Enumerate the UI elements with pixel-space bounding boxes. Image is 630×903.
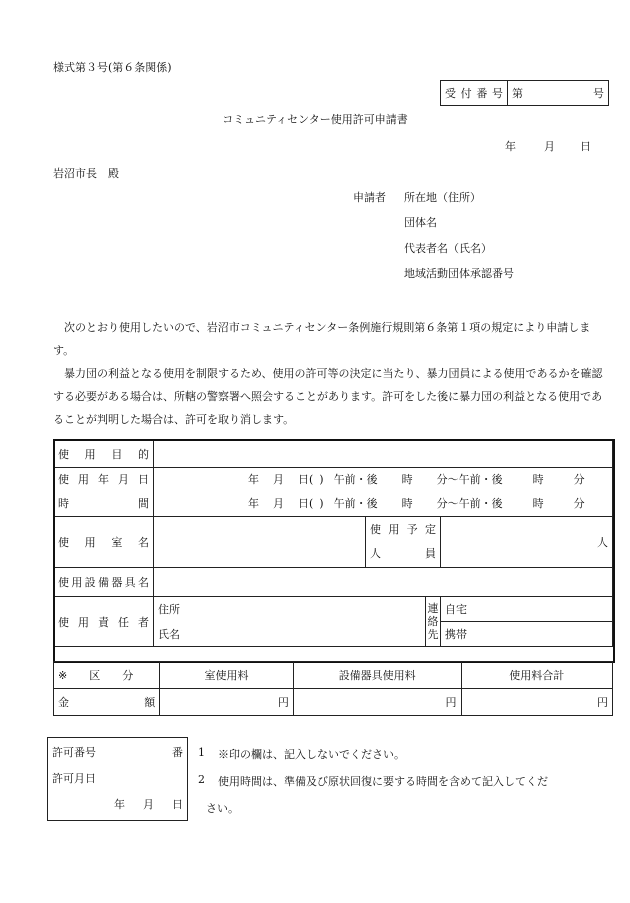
datetime-label-b: 時間	[58, 497, 149, 510]
people-label-a: 使用予定	[370, 523, 436, 536]
datetime-field[interactable]	[154, 468, 613, 517]
dt-year: 年	[248, 473, 259, 486]
equipment-label: 使用設備器具名	[54, 568, 154, 597]
people-field[interactable]	[441, 517, 613, 568]
people-label	[366, 517, 441, 568]
yen-unit: 円	[597, 696, 608, 709]
date-day: 日	[580, 140, 591, 153]
permit-box-cell	[48, 738, 188, 821]
receipt-prefix: 第	[512, 87, 523, 100]
mobile-phone-label: 携帯	[445, 628, 467, 641]
dt-month: 月	[273, 473, 284, 486]
receipt-number-box	[440, 80, 609, 106]
dt-minute-end: 分	[573, 497, 585, 510]
dt-month: 月	[273, 497, 284, 510]
permit-date-label: 許可月日	[52, 772, 96, 785]
dt-ampm-end: 分～午前・後	[436, 473, 503, 486]
note-1-number: 1	[198, 746, 205, 759]
permit-date-row	[52, 792, 183, 818]
dt-paren: )	[319, 497, 324, 510]
room-label: 使用室名	[54, 517, 154, 568]
responsible-name-label: 氏名	[158, 627, 180, 641]
dt-minute-end: 分	[573, 473, 585, 486]
dt-ampm-end: 分～午前・後	[436, 497, 503, 510]
note-2-line-1: 使用時間は、準備及び原状回復に要する時間を含めて記入してくだ	[218, 775, 548, 788]
body-paragraph-2: 暴力団の利益となる使用を制限するため、使用の許可等の決定に当たり、暴力団員による使用であるかを確認する必要がある場合は、所轄の警察署へ照会することがあります。許可をした後に暴力団の利益となる使用であることが判明した場合は、許可を取り消します。	[53, 367, 603, 426]
applicant-label: 申請者	[353, 191, 386, 204]
dt-day: 日(	[298, 497, 314, 510]
fee-category-header	[54, 662, 160, 689]
datetime-line-1	[248, 468, 608, 492]
purpose-label: 使用目的	[54, 441, 154, 468]
permit-number-row	[52, 740, 183, 766]
body-paragraph-1: 次のとおり使用したいので、岩沼市コミュニティセンター条例施行規則第６条第１項の規定により申請します。	[53, 321, 591, 357]
permit-number-suffix: 番	[172, 746, 183, 759]
date-month: 月	[544, 140, 555, 153]
room-fee-header: 室使用料	[160, 662, 294, 689]
receipt-number-field[interactable]	[508, 81, 609, 106]
applicant-address: 所在地（住所）	[404, 191, 481, 204]
equipment-fee-amount[interactable]	[293, 689, 461, 716]
permit-box	[47, 737, 188, 821]
dt-hour-start: 時	[401, 497, 413, 510]
receipt-suffix: 号	[593, 87, 604, 100]
datetime-line-2	[248, 492, 608, 516]
amount-label: 金額	[54, 689, 160, 716]
dt-ampm-start: 午前・後	[333, 497, 378, 510]
application-form-table	[53, 440, 613, 647]
fee-table	[53, 661, 613, 716]
dt-paren: )	[319, 473, 324, 486]
fee-category-label: 区分	[89, 669, 156, 682]
applicant-org: 団体名	[404, 216, 437, 229]
receipt-number-label: 受付番号	[441, 81, 508, 106]
date-year: 年	[505, 140, 516, 153]
purpose-field[interactable]	[154, 441, 613, 468]
fee-mark: ※	[58, 669, 68, 682]
dt-year: 年	[248, 497, 259, 510]
dt-hour-end: 時	[532, 497, 544, 510]
addressee: 岩沼市長 殿	[53, 167, 119, 180]
applicant-approval-number: 地域活動団体承認番号	[404, 267, 514, 280]
dt-ampm-start: 午前・後	[333, 473, 378, 486]
equipment-fee-header: 設備器具使用料	[293, 662, 461, 689]
mobile-phone-field[interactable]	[441, 622, 613, 647]
responsible-address-label: 住所	[158, 603, 180, 617]
total-fee-amount[interactable]	[461, 689, 613, 716]
yen-unit: 円	[445, 696, 457, 709]
document-title: コミュニティセンター使用許可申請書	[222, 113, 408, 126]
people-label-b: 人員	[370, 547, 436, 560]
permit-day: 日	[172, 798, 183, 811]
yen-unit: 円	[277, 696, 289, 709]
responsible-address-field[interactable]	[154, 597, 426, 622]
permit-year: 年	[114, 798, 125, 811]
dt-day: 日(	[298, 473, 314, 486]
responsible-label: 使用責任者	[54, 597, 154, 647]
room-field[interactable]	[154, 517, 366, 568]
note-2-number: 2	[198, 773, 205, 786]
note-1: ※印の欄は、記入しないでください。	[218, 748, 405, 761]
contact-label-text: 連絡先	[427, 602, 439, 641]
dt-hour-end: 時	[532, 473, 544, 486]
people-unit: 人	[597, 536, 608, 549]
form-number: 様式第３号(第６条関係)	[53, 61, 172, 74]
responsible-name-field[interactable]	[154, 622, 426, 647]
datetime-label	[54, 468, 154, 517]
permit-month: 月	[143, 798, 154, 811]
permit-number-label: 許可番号	[52, 746, 96, 759]
datetime-label-a: 使用年月日	[58, 473, 149, 486]
note-2-line-2: さい。	[206, 802, 239, 815]
applicant-representative: 代表者名（氏名）	[404, 242, 492, 255]
home-phone-field[interactable]	[441, 597, 613, 622]
contact-label	[426, 597, 441, 647]
home-phone-label: 自宅	[445, 603, 467, 616]
total-fee-header: 使用料合計	[461, 662, 613, 689]
room-fee-amount[interactable]	[160, 689, 294, 716]
dt-hour-start: 時	[401, 473, 413, 486]
equipment-field[interactable]	[154, 568, 613, 597]
